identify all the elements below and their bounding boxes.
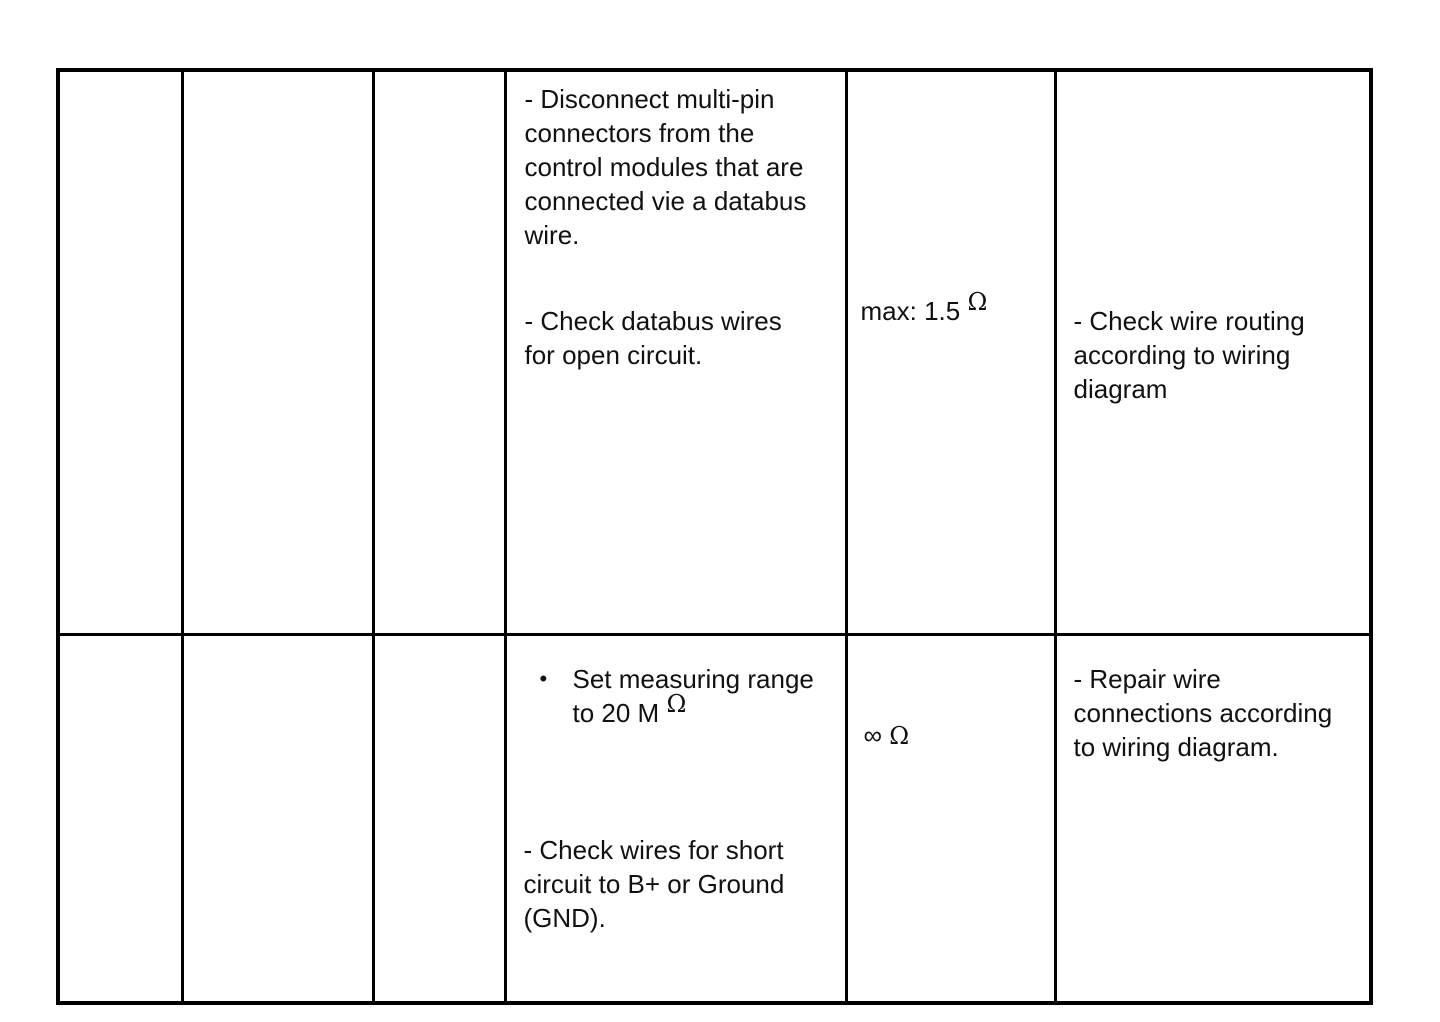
infinity-symbol: ∞ (863, 719, 883, 750)
ohm-icon: Ω (889, 721, 910, 750)
bullet-list (525, 662, 814, 731)
procedure-cell (505, 70, 846, 634)
empty-cell (182, 70, 373, 634)
specification-value (864, 718, 910, 753)
procedure-step-text: - Check databus wires for open circuit. (524, 306, 782, 370)
remedy-text: - Repair wire connections according to wiring diagram. (1073, 663, 1333, 762)
empty-cell (182, 634, 373, 1003)
list-item (525, 662, 814, 731)
remedy-text: - Check wire routing according to wiring diagram (1073, 306, 1305, 404)
diagnostic-table (56, 68, 1373, 1005)
empty-cell (373, 70, 505, 634)
specification-cell (846, 70, 1055, 634)
procedure-step-text: - Disconnect multi-pin connectors from the control modules that are connected vie a databus wire. (524, 84, 807, 250)
empty-cell (58, 70, 182, 634)
table-row (58, 70, 1371, 634)
remedy-cell (1055, 634, 1371, 1003)
ohm-icon: Ω (666, 689, 687, 718)
bullet-text-line: Set measuring range (572, 663, 814, 694)
spec-prefix: max: 1.5 (860, 296, 961, 326)
ohm-icon: Ω (967, 288, 988, 316)
procedure-cell (505, 634, 846, 1003)
bullet-text-line: to 20 M (572, 697, 660, 728)
specification-cell (846, 634, 1055, 1003)
specification-value (860, 288, 988, 329)
empty-cell (373, 634, 505, 1003)
remedy-cell (1055, 70, 1371, 634)
bullet-icon: • (539, 665, 548, 691)
procedure-step-text: - Check wires for short circuit to B+ or Ground (GND). (523, 834, 785, 933)
table-row (58, 634, 1371, 1003)
empty-cell (58, 634, 182, 1003)
